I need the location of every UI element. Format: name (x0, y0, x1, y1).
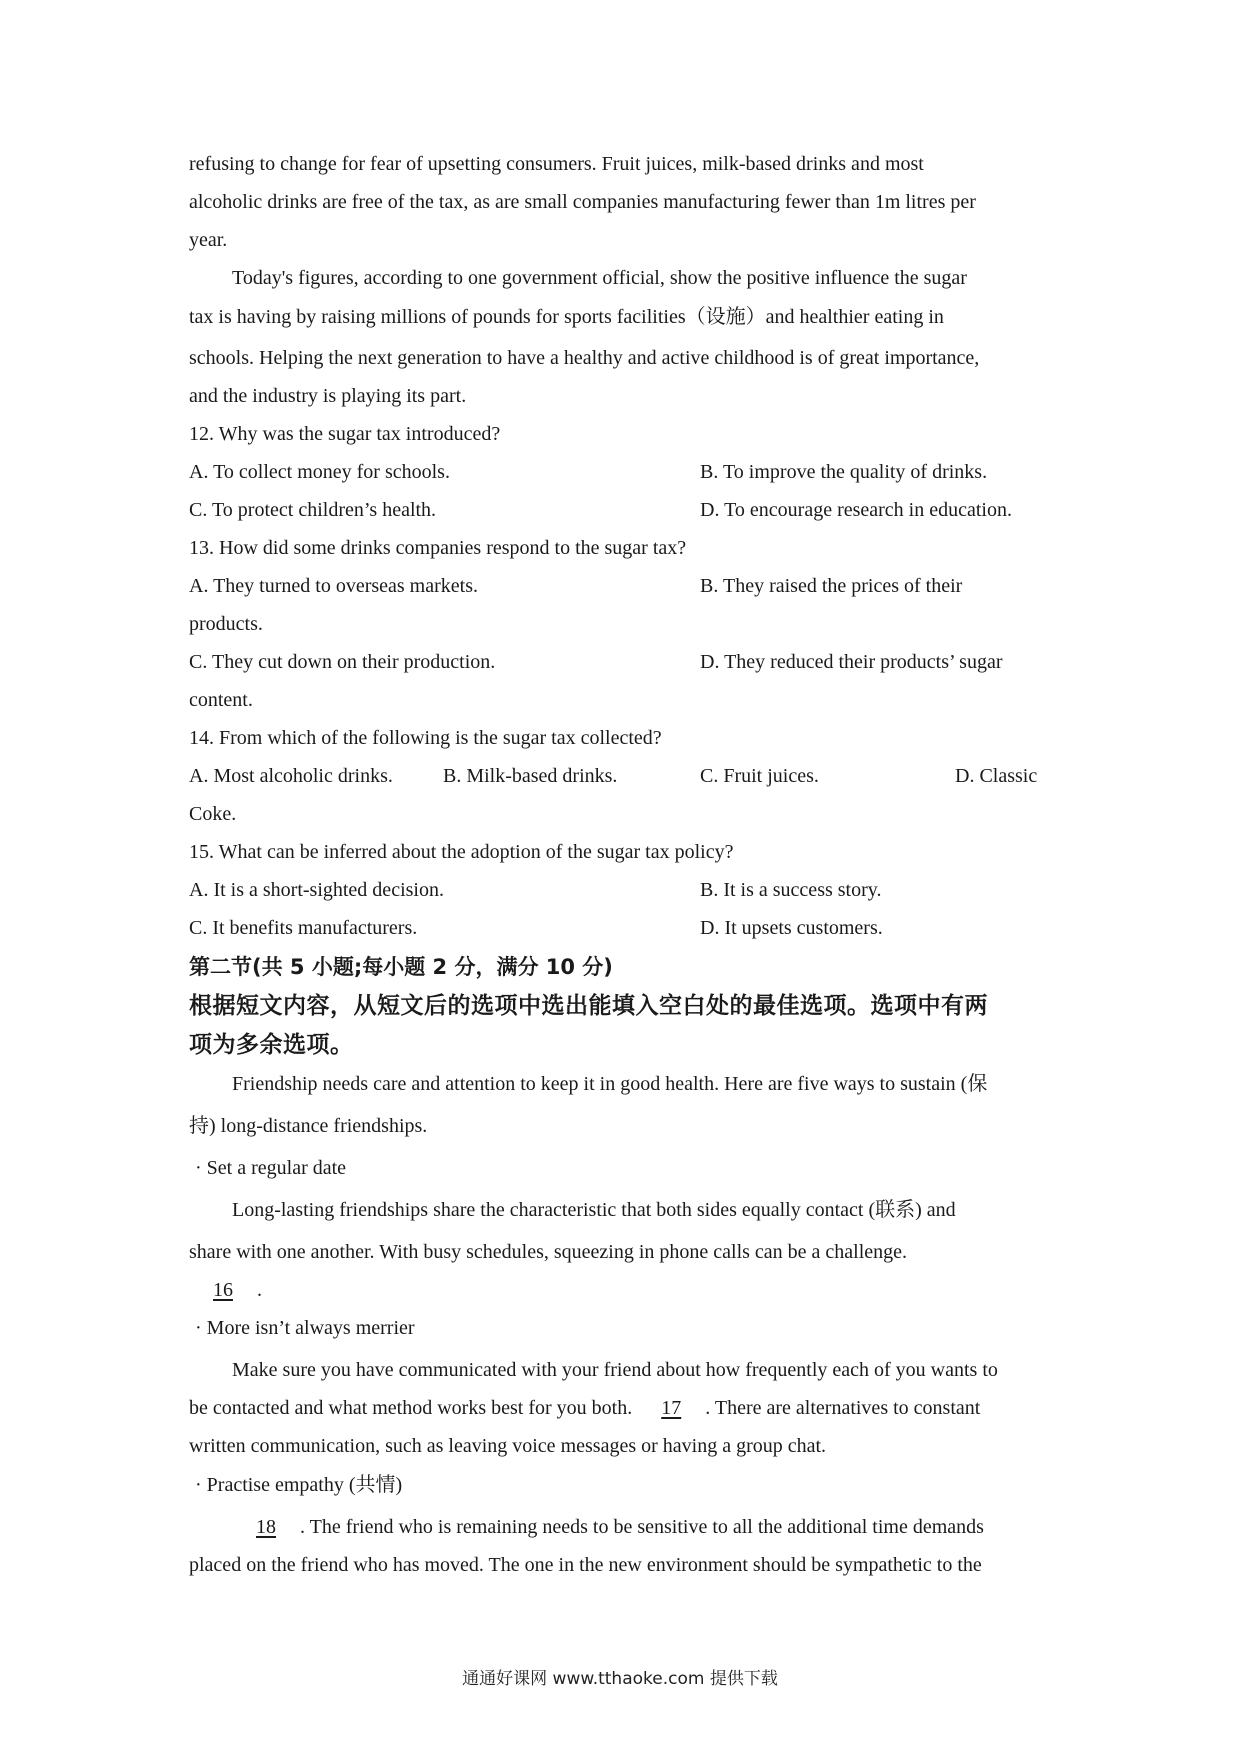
blank-17[interactable]: 17 (661, 1397, 682, 1419)
passage-line: placed on the friend who has moved. The one in the new environment should be sympathetic to the (189, 1554, 982, 1576)
passage-line (189, 1278, 262, 1302)
passage-line: share with one another. With busy schedules, squeezing in phone calls can be a challenge. (189, 1241, 908, 1263)
option-15c: C. It benefits manufacturers. (189, 917, 418, 939)
passage-line: schools. Helping the next generation to have a healthy and active childhood is of great importance, (189, 347, 980, 369)
passage-text: be contacted and what method works best for you both. (189, 1397, 633, 1419)
question-stem-15: 15. What can be inferred about the adoption of the sugar tax policy? (189, 841, 734, 863)
passage-text: . There are alternatives to constant (705, 1397, 981, 1419)
option-15a: A. It is a short-sighted decision. (189, 879, 444, 901)
option-14b: B. Milk-based drinks. (443, 765, 618, 787)
option-14d: D. Classic (955, 765, 1038, 787)
option-15d: D. It upsets customers. (700, 917, 883, 939)
section-instructions: 根据短文内容，从短文后的选项中选出能填入空白处的最佳选项。选项中有两 (189, 993, 988, 1019)
passage-line: Make sure you have communicated with your friend about how frequently each of you wants to (232, 1359, 998, 1381)
passage-line: year. (189, 229, 228, 251)
subheading: · Set a regular date (195, 1157, 347, 1179)
passage-line (232, 1515, 984, 1539)
question-stem-12: 12. Why was the sugar tax introduced? (189, 423, 501, 445)
subheading: · Practise empathy (共情) (195, 1474, 403, 1496)
blank-16-tail: . (257, 1279, 262, 1301)
option-13d-continued: content. (189, 689, 253, 711)
passage-line: written communication, such as leaving voice messages or having a group chat. (189, 1435, 827, 1457)
passage-line: 持) long-distance friendships. (189, 1115, 428, 1137)
option-13a: A. They turned to overseas markets. (189, 575, 478, 597)
option-12d: D. To encourage research in education. (700, 499, 1012, 521)
option-12a: A. To collect money for schools. (189, 461, 450, 483)
section-heading: 第二节(共 5 小题;每小题 2 分，满分 10 分) (189, 955, 613, 979)
option-13d: D. They reduced their products’ sugar (700, 651, 1003, 673)
option-13b-continued: products. (189, 613, 263, 635)
option-12b: B. To improve the quality of drinks. (700, 461, 988, 483)
option-15b: B. It is a success story. (700, 879, 882, 901)
blank-16[interactable]: 16 (213, 1279, 233, 1301)
page-footer: 通通好课网 www.tthaoke.com 提供下载 (462, 1669, 778, 1689)
question-stem-14: 14. From which of the following is the sugar tax collected? (189, 727, 662, 749)
subheading: · More isn’t always merrier (195, 1317, 415, 1339)
passage-line: Friendship needs care and attention to keep it in good health. Here are five ways to sustain (保 (232, 1073, 988, 1095)
passage-line: refusing to change for fear of upsetting consumers. Fruit juices, milk-based drinks and most (189, 153, 924, 175)
passage-line: Today's figures, according to one government official, show the positive influence the sugar (232, 267, 967, 289)
option-13c: C. They cut down on their production. (189, 651, 496, 673)
passage-line: and the industry is playing its part. (189, 385, 467, 407)
passage-line: alcoholic drinks are free of the tax, as are small companies manufacturing fewer than 1m litres per (189, 191, 976, 213)
passage-text: . The friend who is remaining needs to be sensitive to all the additional time demands (300, 1516, 984, 1538)
option-13b: B. They raised the prices of their (700, 575, 963, 597)
section-instructions: 项为多余选项。 (189, 1032, 354, 1058)
option-14a: A. Most alcoholic drinks. (189, 765, 393, 787)
question-stem-13: 13. How did some drinks companies respond to the sugar tax? (189, 537, 687, 559)
passage-line: tax is having by raising millions of pounds for sports facilities（设施）and healthier eating in (189, 306, 944, 328)
option-12c: C. To protect children’s health. (189, 499, 437, 521)
blank-18[interactable]: 18 (256, 1516, 276, 1538)
passage-line: Long-lasting friendships share the characteristic that both sides equally contact (联系) and (232, 1199, 956, 1221)
option-14c: C. Fruit juices. (700, 765, 819, 787)
option-14d-continued: Coke. (189, 803, 237, 825)
passage-line (189, 1396, 980, 1420)
